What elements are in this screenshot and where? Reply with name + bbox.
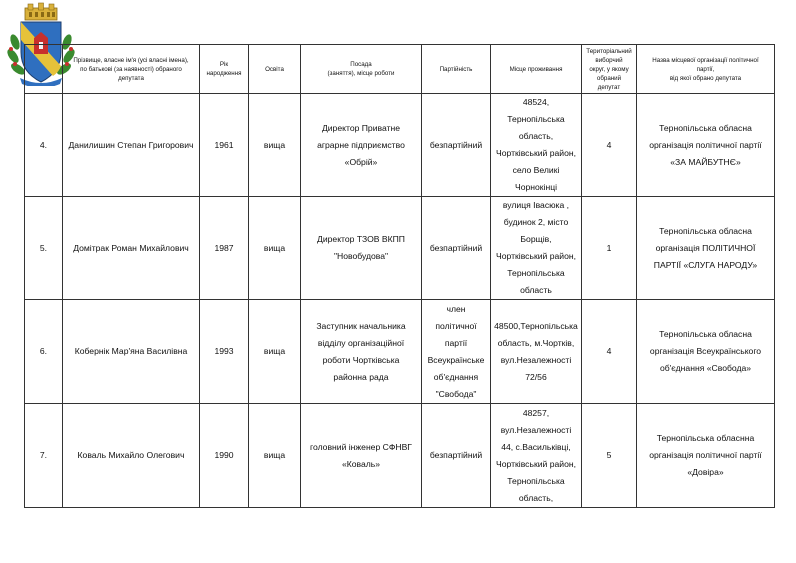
position: Заступник начальника відділу організаційної роботи Чортківська районна рада: [301, 300, 422, 404]
position: головний інженер СФНВГ «Коваль»: [301, 404, 422, 508]
district: 1: [582, 197, 637, 300]
table-header-row: [25, 45, 775, 94]
row-number: 6.: [25, 300, 63, 404]
header-district: Територіальний виборчий округ, у якому обраний депутат: [582, 45, 637, 94]
district: 4: [582, 300, 637, 404]
education: вища: [249, 94, 301, 197]
party: член політичної партії Всеукраїнське об'єднання "Свобода": [422, 300, 491, 404]
district: 5: [582, 404, 637, 508]
header-number: [25, 45, 63, 94]
party: безпартійний: [422, 404, 491, 508]
table-row: [25, 300, 775, 404]
table-row: [25, 197, 775, 300]
organization: Тернопільська обласна організація політичної партії «ЗА МАЙБУТНЄ»: [637, 94, 775, 197]
education: вища: [249, 404, 301, 508]
residence: 48257, вул.Незалежності 44, с.Васильківці, Чортківський район, Тернопільська область,: [491, 404, 582, 508]
row-number: 4.: [25, 94, 63, 197]
education: вища: [249, 197, 301, 300]
header-party: Партійність: [422, 45, 491, 94]
table-row: [25, 404, 775, 508]
residence: вулиця Івасюка , будинок 2, місто Борщів, Чортківський район, Тернопільська область: [491, 197, 582, 300]
header-birth-year: Рік народження: [200, 45, 249, 94]
birth-year: 1990: [200, 404, 249, 508]
residence: 48500,Тернопільська область, м.Чортків, вул.Незалежності 72/56: [491, 300, 582, 404]
position: Директор Приватне аграрне підприємство «Обрій»: [301, 94, 422, 197]
table-row: [25, 94, 775, 197]
header-education: Освіта: [249, 45, 301, 94]
header-name: Прізвище, власне ім'я (усі власні імена), по батькові (за наявності) обраного депутата: [63, 45, 200, 94]
party: безпартійний: [422, 94, 491, 197]
education: вища: [249, 300, 301, 404]
organization: Тернопільська обласна організація ПОЛІТИЧНОЇ ПАРТІЇ «СЛУГА НАРОДУ»: [637, 197, 775, 300]
position: Директор ТЗОВ ВКПП "Новобудова": [301, 197, 422, 300]
birth-year: 1961: [200, 94, 249, 197]
organization: Тернопільська обласна організація Всеукраїнського об'єднання «Свобода»: [637, 300, 775, 404]
deputy-name: Домітрак Роман Михайлович: [63, 197, 200, 300]
birth-year: 1993: [200, 300, 249, 404]
row-number: 7.: [25, 404, 63, 508]
header-position: Посада (заняття), місце роботи: [301, 45, 422, 94]
residence: 48524, Тернопільська область, Чортківський район, село Великі Чорнокінці: [491, 94, 582, 197]
birth-year: 1987: [200, 197, 249, 300]
district: 4: [582, 94, 637, 197]
deputy-name: Коваль Михайло Олегович: [63, 404, 200, 508]
deputy-name: Данилишин Степан Григорович: [63, 94, 200, 197]
party: безпартійний: [422, 197, 491, 300]
header-residence: Місце проживання: [491, 45, 582, 94]
row-number: 5.: [25, 197, 63, 300]
header-organization: Назва місцевої організації політичної партії, від якої обрано депутата: [637, 45, 775, 94]
deputy-name: Кобернік Мар'яна Василівна: [63, 300, 200, 404]
deputies-table: [24, 44, 775, 508]
organization: Тернопільська обласнна організація політичної партії «Довіра»: [637, 404, 775, 508]
